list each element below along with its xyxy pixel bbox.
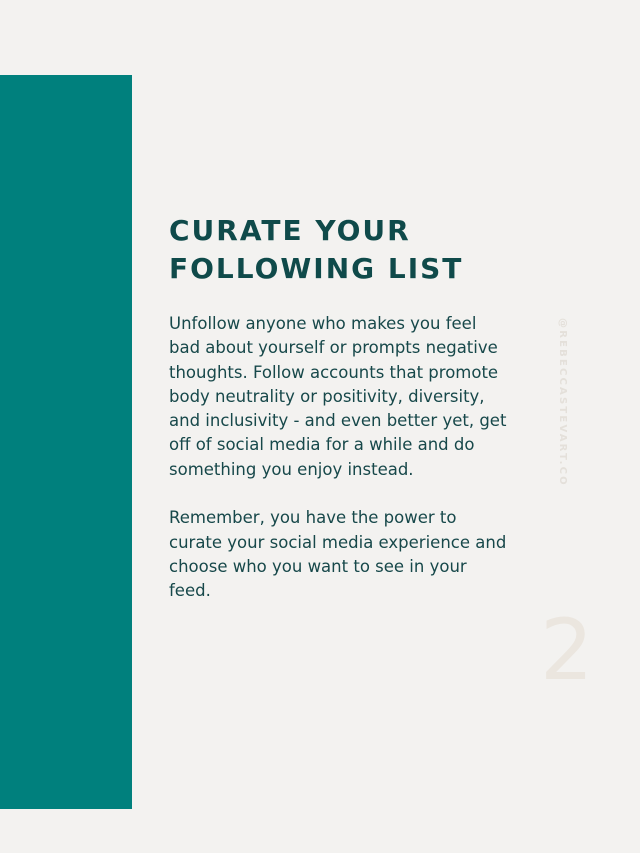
heading-line-2: FOLLOWING LIST: [169, 252, 464, 285]
slide-heading: [169, 212, 509, 288]
heading-line-1: CURATE YOUR: [169, 214, 411, 247]
accent-bar: [0, 75, 132, 809]
body-paragraph-2: Remember, you have the power to curate your social media experience and choose who you want to see in your feed.: [169, 508, 507, 601]
slide-content: [169, 212, 509, 604]
page-number: 2: [540, 601, 594, 699]
watermark-handle-text: @REBECCASTEVART.CO: [557, 318, 568, 487]
body-paragraph-1: Unfollow anyone who makes you feel bad about yourself or prompts negative thoughts. Follow accounts that promote body neutrality or positivity, diversity, and inclusivity - and even better yet, get off of social media for a while and do something you enjoy instead.: [169, 314, 507, 479]
